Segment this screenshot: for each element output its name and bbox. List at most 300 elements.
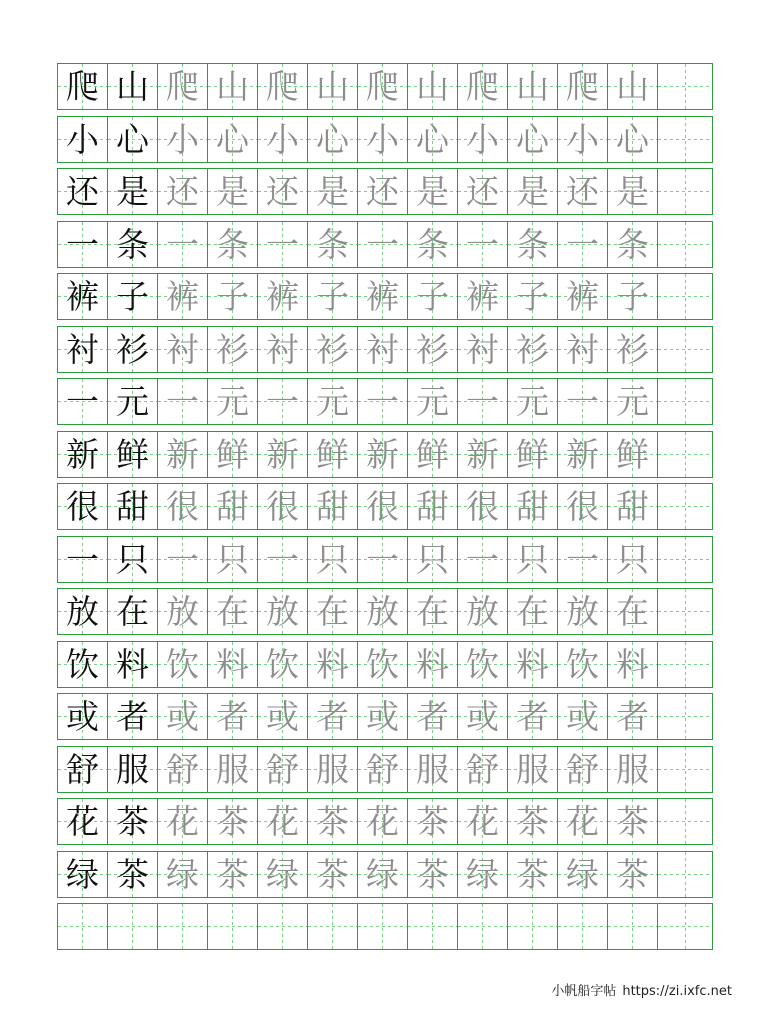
model-character: 一 xyxy=(66,382,99,421)
trace-character: 只 xyxy=(516,540,549,579)
trace-character: 是 xyxy=(316,172,349,211)
trace-character-cell xyxy=(357,746,407,793)
model-character-cell xyxy=(107,903,157,950)
trace-character: 茶 xyxy=(416,802,449,841)
model-character-cell xyxy=(107,851,157,898)
trace-character-cell xyxy=(457,798,507,845)
trace-character-cell xyxy=(207,746,257,793)
trace-character: 只 xyxy=(316,540,349,579)
model-character: 舒 xyxy=(66,750,99,789)
trace-character-cell xyxy=(207,693,257,740)
model-character: 小 xyxy=(66,120,99,159)
trace-character: 饮 xyxy=(566,645,599,684)
model-character: 爬 xyxy=(66,67,99,106)
trace-character-cell xyxy=(157,221,207,268)
trace-character: 新 xyxy=(266,435,299,474)
trace-character: 服 xyxy=(616,750,649,789)
model-character: 衬 xyxy=(66,330,99,369)
trace-character: 饮 xyxy=(166,645,199,684)
trace-character: 是 xyxy=(616,172,649,211)
trace-character: 衫 xyxy=(316,330,349,369)
practice-row xyxy=(57,693,713,740)
trace-character-cell xyxy=(507,903,557,950)
trace-character-cell xyxy=(457,746,507,793)
trace-character: 花 xyxy=(266,802,299,841)
practice-row xyxy=(57,641,713,688)
trace-character: 还 xyxy=(166,172,199,211)
model-character-cell xyxy=(107,798,157,845)
trace-character: 只 xyxy=(416,540,449,579)
trace-character-cell xyxy=(307,116,357,163)
trace-character-cell xyxy=(307,63,357,110)
trace-character-cell xyxy=(407,168,457,215)
trace-character-cell xyxy=(457,641,507,688)
model-character-cell xyxy=(107,483,157,530)
trace-character-cell xyxy=(507,483,557,530)
trace-character: 爬 xyxy=(366,67,399,106)
empty-practice-cell xyxy=(657,536,713,583)
trace-character-cell xyxy=(257,851,307,898)
trace-character-cell xyxy=(557,221,607,268)
trace-character-cell xyxy=(407,536,457,583)
trace-character-cell xyxy=(457,693,507,740)
trace-character: 裤 xyxy=(366,277,399,316)
trace-character-cell xyxy=(607,273,657,320)
trace-character-cell xyxy=(457,273,507,320)
trace-character-cell xyxy=(407,378,457,425)
trace-character: 或 xyxy=(566,697,599,736)
trace-character-cell xyxy=(407,273,457,320)
practice-row xyxy=(57,221,713,268)
model-character-cell xyxy=(57,746,107,793)
trace-character-cell xyxy=(407,641,457,688)
trace-character-cell xyxy=(207,221,257,268)
model-character: 裤 xyxy=(66,277,99,316)
empty-practice-cell xyxy=(657,693,713,740)
trace-character-cell xyxy=(507,851,557,898)
trace-character: 一 xyxy=(566,540,599,579)
trace-character-cell xyxy=(207,326,257,373)
model-character: 甜 xyxy=(116,487,149,526)
trace-character-cell xyxy=(557,536,607,583)
model-character: 还 xyxy=(66,172,99,211)
trace-character: 放 xyxy=(266,592,299,631)
trace-character-cell xyxy=(507,798,557,845)
site-url[interactable]: https://zi.ixfc.net xyxy=(622,984,732,999)
trace-character: 衬 xyxy=(366,330,399,369)
trace-character-cell xyxy=(507,116,557,163)
empty-practice-cell xyxy=(657,168,713,215)
trace-character-cell xyxy=(307,273,357,320)
trace-character-cell xyxy=(557,483,607,530)
trace-character-cell xyxy=(507,746,557,793)
trace-character-cell xyxy=(507,536,557,583)
trace-character-cell xyxy=(357,641,407,688)
model-character-cell xyxy=(57,63,107,110)
trace-character: 绿 xyxy=(466,855,499,894)
trace-character: 甜 xyxy=(616,487,649,526)
model-character-cell xyxy=(57,641,107,688)
trace-character: 条 xyxy=(616,225,649,264)
trace-character-cell xyxy=(557,746,607,793)
trace-character-cell xyxy=(307,431,357,478)
trace-character: 绿 xyxy=(566,855,599,894)
model-character: 心 xyxy=(116,120,149,159)
model-character-cell xyxy=(57,693,107,740)
trace-character: 一 xyxy=(266,225,299,264)
model-character-cell xyxy=(57,851,107,898)
empty-practice-cell xyxy=(657,746,713,793)
trace-character: 茶 xyxy=(616,855,649,894)
trace-character-cell xyxy=(307,536,357,583)
trace-character-cell xyxy=(557,116,607,163)
trace-character: 茶 xyxy=(316,802,349,841)
trace-character: 者 xyxy=(416,697,449,736)
trace-character: 衬 xyxy=(466,330,499,369)
trace-character: 在 xyxy=(216,592,249,631)
trace-character-cell xyxy=(607,851,657,898)
trace-character-cell xyxy=(207,536,257,583)
trace-character-cell xyxy=(457,903,507,950)
trace-character: 甜 xyxy=(216,487,249,526)
model-character-cell xyxy=(57,326,107,373)
trace-character: 舒 xyxy=(366,750,399,789)
model-character-cell xyxy=(57,536,107,583)
trace-character: 还 xyxy=(366,172,399,211)
trace-character-cell xyxy=(357,63,407,110)
trace-character-cell xyxy=(257,431,307,478)
trace-character-cell xyxy=(357,588,407,635)
trace-character-cell xyxy=(257,221,307,268)
trace-character-cell xyxy=(307,378,357,425)
trace-character: 元 xyxy=(316,382,349,421)
trace-character: 舒 xyxy=(566,750,599,789)
trace-character: 一 xyxy=(266,382,299,421)
practice-row xyxy=(57,746,713,793)
trace-character: 料 xyxy=(216,645,249,684)
practice-row xyxy=(57,798,713,845)
trace-character: 爬 xyxy=(166,67,199,106)
trace-character: 绿 xyxy=(166,855,199,894)
model-character-cell xyxy=(57,483,107,530)
trace-character: 条 xyxy=(216,225,249,264)
trace-character-cell xyxy=(157,326,207,373)
empty-practice-cell xyxy=(657,798,713,845)
trace-character: 放 xyxy=(566,592,599,631)
trace-character: 一 xyxy=(466,382,499,421)
trace-character-cell xyxy=(557,326,607,373)
trace-character-cell xyxy=(207,483,257,530)
model-character-cell xyxy=(107,273,157,320)
trace-character: 小 xyxy=(566,120,599,159)
trace-character-cell xyxy=(507,641,557,688)
trace-character: 新 xyxy=(366,435,399,474)
trace-character-cell xyxy=(407,851,457,898)
trace-character-cell xyxy=(357,116,407,163)
empty-practice-cell xyxy=(657,588,713,635)
trace-character: 甜 xyxy=(316,487,349,526)
trace-character: 心 xyxy=(316,120,349,159)
trace-character: 一 xyxy=(166,225,199,264)
trace-character-cell xyxy=(507,431,557,478)
trace-character-cell xyxy=(557,641,607,688)
trace-character-cell xyxy=(557,851,607,898)
trace-character-cell xyxy=(307,168,357,215)
model-character-cell xyxy=(57,431,107,478)
trace-character: 花 xyxy=(166,802,199,841)
trace-character: 山 xyxy=(316,67,349,106)
trace-character: 子 xyxy=(616,277,649,316)
trace-character-cell xyxy=(607,903,657,950)
model-character: 很 xyxy=(66,487,99,526)
trace-character: 茶 xyxy=(216,855,249,894)
trace-character-cell xyxy=(407,431,457,478)
trace-character: 者 xyxy=(316,697,349,736)
trace-character-cell xyxy=(257,63,307,110)
model-character: 条 xyxy=(116,225,149,264)
trace-character-cell xyxy=(557,273,607,320)
trace-character: 子 xyxy=(416,277,449,316)
trace-character: 在 xyxy=(616,592,649,631)
trace-character: 在 xyxy=(516,592,549,631)
trace-character: 茶 xyxy=(416,855,449,894)
practice-row xyxy=(57,536,713,583)
model-character: 山 xyxy=(116,67,149,106)
trace-character-cell xyxy=(307,641,357,688)
model-character: 只 xyxy=(116,540,149,579)
trace-character: 放 xyxy=(166,592,199,631)
model-character-cell xyxy=(107,168,157,215)
model-character: 元 xyxy=(116,382,149,421)
trace-character-cell xyxy=(457,221,507,268)
trace-character-cell xyxy=(307,693,357,740)
trace-character-cell xyxy=(407,798,457,845)
trace-character-cell xyxy=(457,168,507,215)
trace-character-cell xyxy=(607,693,657,740)
trace-character: 很 xyxy=(366,487,399,526)
trace-character: 一 xyxy=(366,225,399,264)
trace-character-cell xyxy=(607,378,657,425)
trace-character: 只 xyxy=(616,540,649,579)
trace-character-cell xyxy=(407,63,457,110)
trace-character: 茶 xyxy=(516,855,549,894)
trace-character-cell xyxy=(207,273,257,320)
trace-character-cell xyxy=(307,221,357,268)
trace-character: 鲜 xyxy=(616,435,649,474)
trace-character-cell xyxy=(207,851,257,898)
trace-character-cell xyxy=(157,116,207,163)
trace-character-cell xyxy=(157,536,207,583)
trace-character: 衫 xyxy=(616,330,649,369)
trace-character: 只 xyxy=(216,540,249,579)
trace-character: 料 xyxy=(616,645,649,684)
trace-character-cell xyxy=(457,378,507,425)
trace-character-cell xyxy=(607,63,657,110)
trace-character: 一 xyxy=(266,540,299,579)
trace-character-cell xyxy=(557,588,607,635)
model-character: 料 xyxy=(116,645,149,684)
empty-practice-cell xyxy=(657,63,713,110)
trace-character: 料 xyxy=(316,645,349,684)
trace-character-cell xyxy=(157,693,207,740)
trace-character: 花 xyxy=(366,802,399,841)
trace-character: 衬 xyxy=(566,330,599,369)
trace-character-cell xyxy=(607,431,657,478)
model-character-cell xyxy=(107,746,157,793)
trace-character-cell xyxy=(307,483,357,530)
trace-character: 花 xyxy=(466,802,499,841)
trace-character: 服 xyxy=(316,750,349,789)
model-character-cell xyxy=(57,378,107,425)
trace-character: 一 xyxy=(366,540,399,579)
trace-character-cell xyxy=(557,903,607,950)
model-character: 子 xyxy=(116,277,149,316)
model-character: 花 xyxy=(66,802,99,841)
trace-character-cell xyxy=(357,168,407,215)
practice-row xyxy=(57,903,713,950)
model-character: 服 xyxy=(116,750,149,789)
trace-character-cell xyxy=(257,693,307,740)
model-character: 放 xyxy=(66,592,99,631)
trace-character: 料 xyxy=(416,645,449,684)
trace-character-cell xyxy=(507,378,557,425)
model-character-cell xyxy=(107,221,157,268)
trace-character: 衬 xyxy=(166,330,199,369)
trace-character-cell xyxy=(357,431,407,478)
trace-character-cell xyxy=(407,116,457,163)
trace-character-cell xyxy=(157,273,207,320)
trace-character: 还 xyxy=(566,172,599,211)
trace-character: 很 xyxy=(266,487,299,526)
trace-character-cell xyxy=(257,326,307,373)
trace-character: 很 xyxy=(466,487,499,526)
empty-practice-cell xyxy=(657,221,713,268)
trace-character-cell xyxy=(257,903,307,950)
trace-character: 花 xyxy=(566,802,599,841)
trace-character-cell xyxy=(307,903,357,950)
empty-practice-cell xyxy=(657,326,713,373)
trace-character-cell xyxy=(207,641,257,688)
trace-character-cell xyxy=(307,851,357,898)
trace-character: 山 xyxy=(416,67,449,106)
trace-character-cell xyxy=(607,536,657,583)
trace-character-cell xyxy=(207,63,257,110)
trace-character: 小 xyxy=(366,120,399,159)
trace-character: 一 xyxy=(466,540,499,579)
model-character-cell xyxy=(107,641,157,688)
trace-character-cell xyxy=(607,798,657,845)
trace-character-cell xyxy=(457,536,507,583)
trace-character-cell xyxy=(257,588,307,635)
trace-character: 者 xyxy=(216,697,249,736)
trace-character-cell xyxy=(157,588,207,635)
trace-character: 条 xyxy=(416,225,449,264)
model-character: 在 xyxy=(116,592,149,631)
trace-character: 甜 xyxy=(416,487,449,526)
trace-character-cell xyxy=(357,798,407,845)
trace-character-cell xyxy=(407,693,457,740)
trace-character: 心 xyxy=(516,120,549,159)
trace-character-cell xyxy=(457,326,507,373)
trace-character-cell xyxy=(407,746,457,793)
trace-character: 衫 xyxy=(216,330,249,369)
trace-character: 一 xyxy=(166,540,199,579)
trace-character-cell xyxy=(257,168,307,215)
trace-character-cell xyxy=(157,483,207,530)
trace-character: 新 xyxy=(166,435,199,474)
trace-character: 在 xyxy=(416,592,449,631)
model-character-cell xyxy=(57,273,107,320)
trace-character: 很 xyxy=(166,487,199,526)
model-character-cell xyxy=(57,168,107,215)
empty-practice-cell xyxy=(657,116,713,163)
trace-character-cell xyxy=(157,431,207,478)
model-character-cell xyxy=(107,63,157,110)
trace-character: 爬 xyxy=(566,67,599,106)
trace-character: 小 xyxy=(266,120,299,159)
footer xyxy=(551,980,732,999)
trace-character: 一 xyxy=(366,382,399,421)
empty-practice-cell xyxy=(657,641,713,688)
trace-character: 茶 xyxy=(516,802,549,841)
model-character: 茶 xyxy=(116,802,149,841)
trace-character-cell xyxy=(157,903,207,950)
practice-row xyxy=(57,116,713,163)
trace-character-cell xyxy=(507,326,557,373)
trace-character-cell xyxy=(257,116,307,163)
practice-row xyxy=(57,168,713,215)
trace-character-cell xyxy=(407,588,457,635)
trace-character-cell xyxy=(157,851,207,898)
model-character: 一 xyxy=(66,225,99,264)
trace-character: 裤 xyxy=(266,277,299,316)
trace-character: 舒 xyxy=(166,750,199,789)
trace-character: 衬 xyxy=(266,330,299,369)
trace-character: 服 xyxy=(416,750,449,789)
trace-character: 山 xyxy=(616,67,649,106)
trace-character: 舒 xyxy=(266,750,299,789)
trace-character-cell xyxy=(407,903,457,950)
trace-character-cell xyxy=(607,588,657,635)
trace-character: 或 xyxy=(366,697,399,736)
trace-character-cell xyxy=(457,63,507,110)
trace-character-cell xyxy=(207,116,257,163)
trace-character-cell xyxy=(257,378,307,425)
trace-character: 鲜 xyxy=(416,435,449,474)
practice-row xyxy=(57,326,713,373)
trace-character: 子 xyxy=(516,277,549,316)
trace-character-cell xyxy=(357,903,407,950)
trace-character-cell xyxy=(407,221,457,268)
trace-character: 小 xyxy=(166,120,199,159)
empty-practice-cell xyxy=(657,431,713,478)
trace-character: 山 xyxy=(216,67,249,106)
trace-character-cell xyxy=(257,746,307,793)
trace-character-cell xyxy=(157,168,207,215)
trace-character: 爬 xyxy=(466,67,499,106)
trace-character: 还 xyxy=(266,172,299,211)
trace-character: 服 xyxy=(216,750,249,789)
trace-character-cell xyxy=(257,798,307,845)
trace-character-cell xyxy=(357,221,407,268)
trace-character: 放 xyxy=(466,592,499,631)
trace-character: 鲜 xyxy=(316,435,349,474)
trace-character: 裤 xyxy=(166,277,199,316)
trace-character-cell xyxy=(257,483,307,530)
trace-character: 饮 xyxy=(466,645,499,684)
trace-character: 条 xyxy=(316,225,349,264)
trace-character-cell xyxy=(407,326,457,373)
